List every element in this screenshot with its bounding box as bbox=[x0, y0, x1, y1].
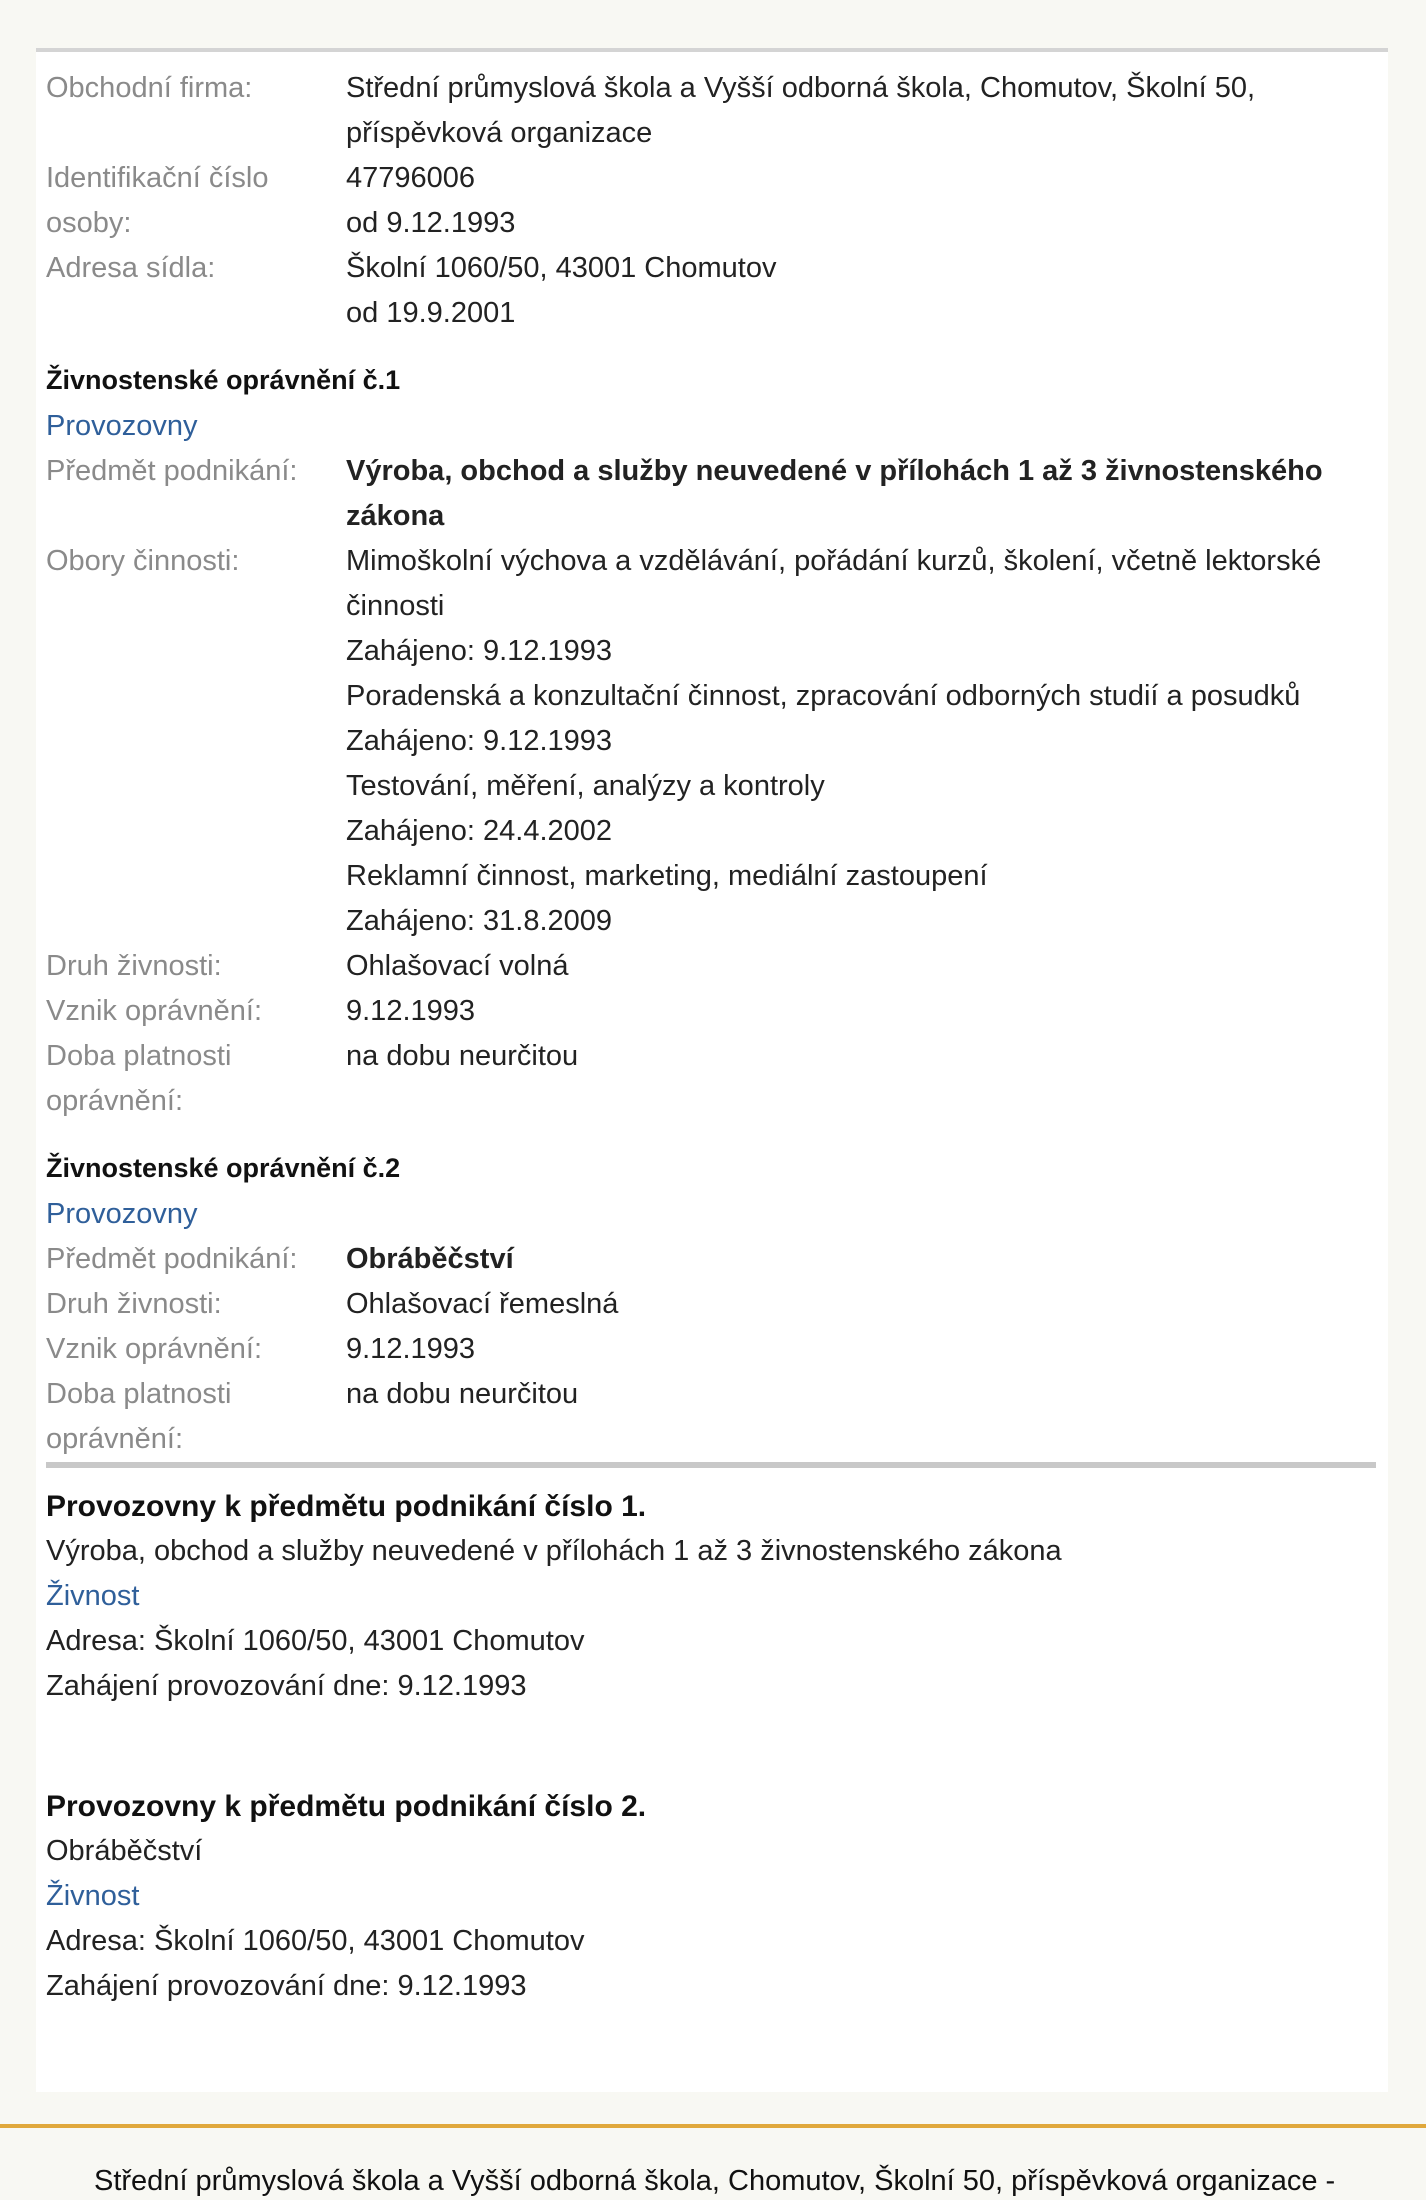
license1-field-3: Testování, měření, analýzy a kontroly bbox=[346, 770, 825, 802]
license1-heading: Živnostenské oprávnění č.1 bbox=[46, 365, 401, 395]
license2-heading: Živnostenské oprávnění č.2 bbox=[46, 1153, 401, 1183]
license1-field-1-started: Zahájeno: 9.12.1993 bbox=[346, 635, 613, 667]
license2-validity-label-line1: Doba platnosti bbox=[46, 1378, 232, 1410]
premises2-started: Zahájení provozování dne: 9.12.1993 bbox=[46, 1970, 527, 2002]
license2-origin-label: Vznik oprávnění: bbox=[46, 1333, 263, 1365]
premises2-address: Adresa: Školní 1060/50, 43001 Chomutov bbox=[46, 1925, 585, 1957]
license2-type-label: Druh živnosti: bbox=[46, 1288, 222, 1320]
license1-fields-label: Obory činnosti: bbox=[46, 545, 240, 577]
license1-field-1-line2: činnosti bbox=[346, 590, 445, 622]
license1-subject-label: Předmět podnikání: bbox=[46, 455, 298, 487]
license2-validity-value: na dobu neurčitou bbox=[346, 1378, 579, 1410]
license2-subject-label: Předmět podnikání: bbox=[46, 1243, 298, 1275]
premises1-license-link[interactable]: Živnost bbox=[46, 1580, 140, 1612]
license1-field-4-started: Zahájeno: 31.8.2009 bbox=[346, 905, 613, 937]
license1-subject-line2: zákona bbox=[346, 500, 445, 532]
firm-value-line1: Střední průmyslová škola a Vyšší odborná škola, Chomutov, Školní 50, bbox=[346, 72, 1256, 104]
license2-validity-label-line2: oprávnění: bbox=[46, 1423, 184, 1455]
ico-since: od 9.12.1993 bbox=[346, 207, 516, 239]
firm-label: Obchodní firma: bbox=[46, 72, 253, 104]
license2-type-value: Ohlašovací řemeslná bbox=[346, 1288, 619, 1320]
address-value: Školní 1060/50, 43001 Chomutov bbox=[346, 252, 777, 284]
license1-field-3-started: Zahájeno: 24.4.2002 bbox=[346, 815, 613, 847]
ico-value: 47796006 bbox=[346, 162, 476, 194]
premises1-started: Zahájení provozování dne: 9.12.1993 bbox=[46, 1670, 527, 1702]
address-since: od 19.9.2001 bbox=[346, 297, 516, 329]
premises1-subject: Výroba, obchod a služby neuvedené v přílohách 1 až 3 živnostenského zákona bbox=[46, 1535, 1062, 1567]
license2-origin-value: 9.12.1993 bbox=[346, 1333, 476, 1365]
license2-premises-link[interactable]: Provozovny bbox=[46, 1198, 198, 1230]
license1-subject-line1: Výroba, obchod a služby neuvedené v přílohách 1 až 3 živnostenského bbox=[346, 455, 1323, 487]
ico-label-line2: osoby: bbox=[46, 207, 132, 239]
premises1-heading: Provozovny k předmětu podnikání číslo 1. bbox=[46, 1490, 647, 1523]
license1-field-2-started: Zahájeno: 9.12.1993 bbox=[346, 725, 613, 757]
record-sheet bbox=[36, 48, 1388, 2092]
footer-text: Střední průmyslová škola a Vyšší odborná škola, Chomutov, Školní 50, příspěvková organizace - bbox=[94, 2165, 1336, 2197]
premises2-heading: Provozovny k předmětu podnikání číslo 2. bbox=[46, 1790, 647, 1823]
license2-subject-value: Obráběčství bbox=[346, 1243, 514, 1275]
address-label: Adresa sídla: bbox=[46, 252, 216, 284]
footer-divider bbox=[0, 2124, 1426, 2128]
license1-type-value: Ohlašovací volná bbox=[346, 950, 569, 982]
premises1-address: Adresa: Školní 1060/50, 43001 Chomutov bbox=[46, 1625, 585, 1657]
section-divider bbox=[46, 1462, 1376, 1468]
license1-origin-label: Vznik oprávnění: bbox=[46, 995, 263, 1027]
license1-field-4: Reklamní činnost, marketing, mediální zastoupení bbox=[346, 860, 988, 892]
premises2-license-link[interactable]: Živnost bbox=[46, 1880, 140, 1912]
license1-validity-value: na dobu neurčitou bbox=[346, 1040, 579, 1072]
license1-validity-label-line2: oprávnění: bbox=[46, 1085, 184, 1117]
ico-label-line1: Identifikační číslo bbox=[46, 162, 269, 194]
license1-field-2: Poradenská a konzultační činnost, zpracování odborných studií a posudků bbox=[346, 680, 1301, 712]
license1-origin-value: 9.12.1993 bbox=[346, 995, 476, 1027]
license1-field-1-line1: Mimoškolní výchova a vzdělávání, pořádání kurzů, školení, včetně lektorské bbox=[346, 545, 1322, 577]
premises2-subject: Obráběčství bbox=[46, 1835, 203, 1867]
license1-premises-link[interactable]: Provozovny bbox=[46, 410, 198, 442]
license1-validity-label-line1: Doba platnosti bbox=[46, 1040, 232, 1072]
license1-type-label: Druh živnosti: bbox=[46, 950, 222, 982]
firm-value-line2: příspěvková organizace bbox=[346, 117, 653, 149]
